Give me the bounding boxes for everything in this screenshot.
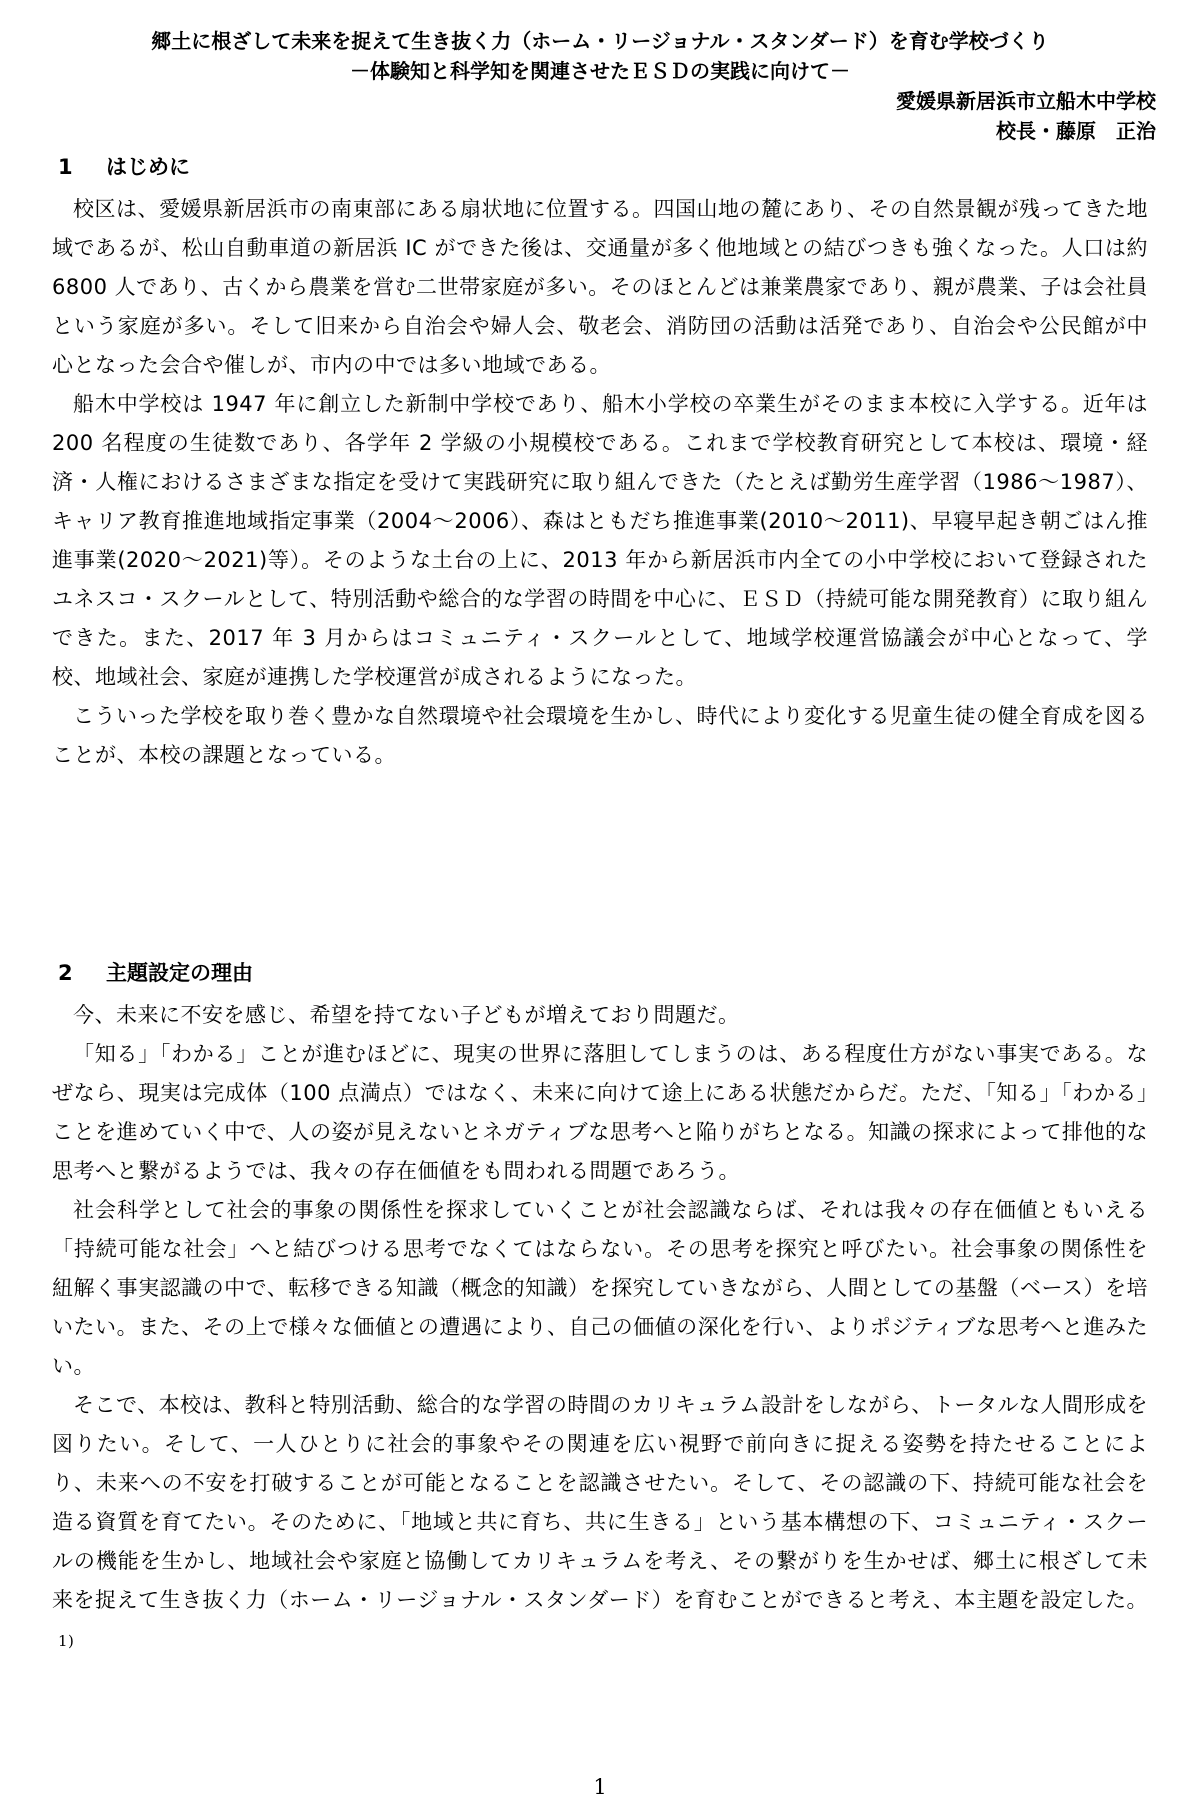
document-header — [40, 26, 1160, 146]
section-heading — [52, 152, 1148, 182]
document-subtitle: －体験知と科学知を関連させたＥＳＤの実践に向けて－ — [350, 59, 850, 83]
paragraph-text: そこで、本校は、教科と特別活動、総合的な学習の時間のカリキュラム設計をしながら、トータルな人間形成を図りたい。そして、一人ひとりに社会的事象やその関連を広い視野で前向きに捉える姿勢を持たせることにより、未来への不安を打破することが可能となることを認識させたい。そして、その認識の下、持続可能な社会を造る資質を育てたい。そのために、「地域と共に育ち、共に生きる」という基本構想の下、コミュニティ・スクールの機能を生かし、地域社会や家庭と協働してカリキュラムを考え、その繋がりを生かせば、郷土に根ざして未来を捉えて生き抜く力（ホーム・リージョナル・スタンダード）を育むことができると考え、本主題を設定した。 — [52, 1393, 1148, 1612]
section-rationale — [52, 958, 1148, 1661]
footnote-marker: 1) — [58, 1632, 75, 1650]
section-body — [52, 190, 1148, 775]
paragraph: 校区は、愛媛県新居浜市の南東部にある扇状地に位置する。四国山地の麓にあり、その自然景観が残ってきた地域であるが、松山自動車道の新居浜 IC ができた後は、交通量が多く他地域との結びつきも強くなった。人口は約 6800 人であり、古くから農業を営む二世帯家庭が多い。そのほとんどは兼業農家であり、親が農業、子は会社員という家庭が多い。そして旧来から自治会や婦人会、敬老会、消防団の活動は活発であり、自治会や公民館が中心となった会合や催しが、市内の中では多い地域である。 — [52, 197, 1148, 377]
section-introduction — [52, 152, 1148, 775]
section-heading — [52, 958, 1148, 988]
paragraph: 今、未来に不安を感じ、希望を持てない子どもが増えており問題だ。 — [73, 1003, 740, 1027]
paragraph: こういった学校を取り巻く豊かな自然環境や社会環境を生かし、時代により変化する児童生徒の健全育成を図ることが、本校の課題となっている。 — [52, 704, 1148, 767]
section-body — [52, 996, 1148, 1661]
section-title: 主題設定の理由 — [106, 961, 253, 985]
section-number: 1 — [58, 155, 73, 179]
paragraph: 社会科学として社会的事象の関係性を探求していくことが社会認識ならば、それは我々の存在価値ともいえる「持続可能な社会」へと結びつける思考でなくてはならない。その思考を探究と呼びたい。社会事象の関係性を紐解く事実認識の中で、転移できる知識（概念的知識）を探究していきながら、人間としての基盤（ベース）を培いたい。また、その上で様々な価値との遭遇により、自己の価値の深化を行い、よりポジティブな思考へと進みたい。 — [52, 1198, 1148, 1378]
paragraph-with-footnote — [52, 1386, 1148, 1661]
author-name: 校長・藤原 正治 — [996, 119, 1156, 143]
paragraph: 「知る」「わかる」ことが進むほどに、現実の世界に落胆してしまうのは、ある程度仕方がない事実である。なぜなら、現実は完成体（100 点満点）ではなく、未来に向けて途上にある状態だからだ。ただ、「知る」「わかる」ことを進めていく中で、人の姿が見えないとネガティブな思考へと陥りがちとなる。知識の探求によって排他的な思考へと繋がるようでは、我々の存在価値をも問われる問題であろう。 — [52, 1042, 1148, 1183]
school-name: 愛媛県新居浜市立船木中学校 — [896, 89, 1156, 113]
paragraph: 船木中学校は 1947 年に創立した新制中学校であり、船木小学校の卒業生がそのまま本校に入学する。近年は 200 名程度の生徒数であり、各学年 2 学級の小規模校である。これまで学校教育研究として本校は、環境・経済・人権におけるさまざまな指定を受けて実践研究に取り組んできた（たとえば勤労生産学習（1986～1987）、キャリア教育推進地域指定事業（2004～2006）、森はともだち推進事業(2010～2011)、早寝早起き朝ごはん推進事業(2020～2021)等）。そのような土台の上に、2013 年から新居浜市内全ての小中学校において登録されたユネスコ・スクールとして、特別活動や総合的な学習の時間を中心に、ＥＳＤ（持続可能な開発教育）に取り組んできた。また、2017 年 3 月からはコミュニティ・スクールとして、地域学校運営協議会が中心となって、学校、地域社会、家庭が連携した学校運営が成されるようになった。 — [52, 392, 1148, 689]
section-title: はじめに — [106, 155, 190, 179]
page-number: 1 — [593, 1775, 607, 1799]
document-title: 郷土に根ざして未来を捉えて生き抜く力（ホーム・リージョナル・スタンダード）を育む学校づくり — [151, 29, 1049, 53]
section-number: 2 — [58, 961, 73, 985]
